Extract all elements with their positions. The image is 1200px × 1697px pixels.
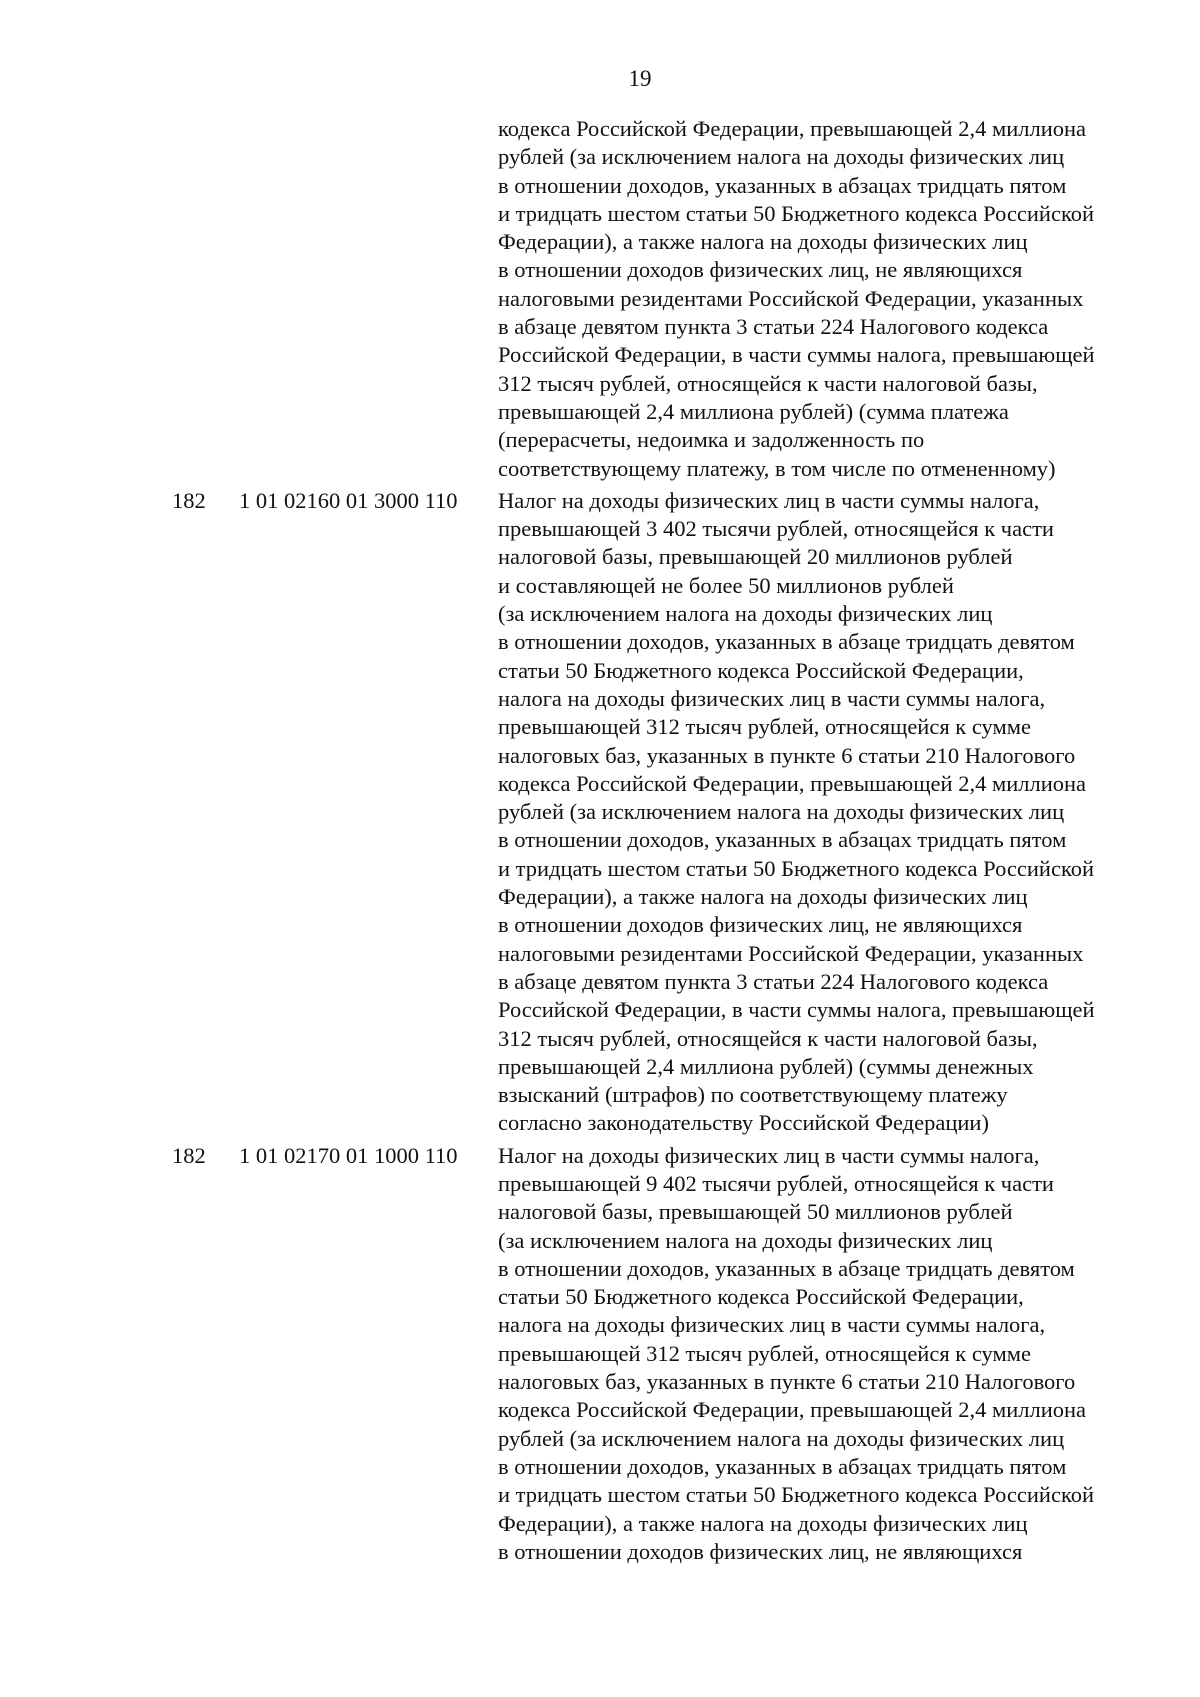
- administrator-code: 182: [172, 1142, 206, 1168]
- budget-classification-code-cell: [239, 1142, 489, 1170]
- description-line: Российской Федерации, в части суммы налога, превышающей: [498, 997, 1095, 1023]
- description-line: в отношении доходов физических лиц, не являющихся: [498, 257, 1023, 283]
- description-line: налоговых баз, указанных в пункте 6 статьи 210 Налогового: [498, 1369, 1076, 1395]
- description-line: превышающей 312 тысяч рублей, относящейся к сумме: [498, 1340, 1031, 1366]
- description-line: в отношении доходов, указанных в абзацах тридцать пятом: [498, 1453, 1067, 1479]
- table-row: [0, 1142, 1200, 1566]
- description-line: налога на доходы физических лиц в части суммы налога,: [498, 1312, 1046, 1338]
- description-line: (за исключением налога на доходы физических лиц: [498, 601, 993, 627]
- description-cell: [498, 1142, 1118, 1566]
- description-line: в отношении доходов, указанных в абзацах тридцать пятом: [498, 172, 1067, 198]
- description-line: в отношении доходов физических лиц, не являющихся: [498, 1538, 1023, 1564]
- page-number: 19: [628, 66, 652, 91]
- budget-classification-code: 1 01 02160 01 3000 110: [239, 487, 458, 513]
- description-line: Налог на доходы физических лиц в части суммы налога,: [498, 1142, 1040, 1168]
- table-row: [0, 487, 1200, 1138]
- description-line: рублей (за исключением налога на доходы физических лиц: [498, 799, 1065, 825]
- description-line: и составляющей не более 50 миллионов рублей: [498, 572, 954, 598]
- description-line: налоговыми резидентами Российской Федерации, указанных: [498, 940, 1084, 966]
- budget-codes-table: [0, 115, 1200, 1566]
- description-cell: [498, 115, 1118, 483]
- administrator-code: 182: [172, 487, 206, 513]
- description-line: и тридцать шестом статьи 50 Бюджетного кодекса Российской: [498, 855, 1095, 881]
- description-line: взысканий (штрафов) по соответствующему платежу: [498, 1082, 1008, 1108]
- description-line: в отношении доходов физических лиц, не являющихся: [498, 912, 1023, 938]
- description-line: налога на доходы физических лиц в части суммы налога,: [498, 685, 1046, 711]
- description-line: в отношении доходов, указанных в абзаце тридцать девятом: [498, 629, 1075, 655]
- description-line: Федерации), а также налога на доходы физических лиц: [498, 884, 1028, 910]
- description-line: превышающей 9 402 тысячи рублей, относящейся к части: [498, 1170, 1054, 1196]
- description-line: и тридцать шестом статьи 50 Бюджетного кодекса Российской: [498, 1482, 1095, 1508]
- description-line: Налог на доходы физических лиц в части суммы налога,: [498, 487, 1040, 513]
- table-row-continuation: [0, 115, 1200, 483]
- description-line: превышающей 312 тысяч рублей, относящейся к сумме: [498, 714, 1031, 740]
- description-line: кодекса Российской Федерации, превышающей 2,4 миллиона: [498, 116, 1087, 141]
- description-line: налоговой базы, превышающей 20 миллионов рублей: [498, 544, 1013, 570]
- description-cell: [498, 487, 1118, 1138]
- administrator-code-cell: [172, 1142, 232, 1170]
- description-line: статьи 50 Бюджетного кодекса Российской Федерации,: [498, 1284, 1024, 1310]
- budget-classification-code-cell: [239, 487, 489, 515]
- description-line: Федерации), а также налога на доходы физических лиц: [498, 1510, 1028, 1536]
- description-line: соответствующему платежу, в том числе по отмененному): [498, 455, 1056, 481]
- description-line: в отношении доходов, указанных в абзаце тридцать девятом: [498, 1255, 1075, 1281]
- description-line: 312 тысяч рублей, относящейся к части налоговой базы,: [498, 370, 1038, 396]
- description-line: кодекса Российской Федерации, превышающей 2,4 миллиона: [498, 1397, 1087, 1423]
- description-line: рублей (за исключением налога на доходы физических лиц: [498, 144, 1065, 170]
- description-line: Российской Федерации, в части суммы налога, превышающей: [498, 342, 1095, 368]
- description-line: рублей (за исключением налога на доходы физических лиц: [498, 1425, 1065, 1451]
- description-line: (за исключением налога на доходы физических лиц: [498, 1227, 993, 1253]
- description-line: в абзаце девятом пункта 3 статьи 224 Налогового кодекса: [498, 314, 1049, 340]
- description-line: превышающей 3 402 тысячи рублей, относящейся к части: [498, 516, 1054, 542]
- budget-classification-code: 1 01 02170 01 1000 110: [239, 1142, 458, 1168]
- description-line: налоговых баз, указанных в пункте 6 статьи 210 Налогового: [498, 742, 1076, 768]
- description-line: Федерации), а также налога на доходы физических лиц: [498, 229, 1028, 255]
- description-line: в отношении доходов, указанных в абзацах тридцать пятом: [498, 827, 1067, 853]
- description-line: в абзаце девятом пункта 3 статьи 224 Налогового кодекса: [498, 968, 1049, 994]
- description-line: налоговыми резидентами Российской Федерации, указанных: [498, 285, 1084, 311]
- description-line: превышающей 2,4 миллиона рублей) (сумма платежа: [498, 398, 1009, 424]
- description-line: 312 тысяч рублей, относящейся к части налоговой базы,: [498, 1025, 1038, 1051]
- description-line: и тридцать шестом статьи 50 Бюджетного кодекса Российской: [498, 200, 1095, 226]
- description-line: (перерасчеты, недоимка и задолженность по: [498, 427, 925, 453]
- administrator-code-cell: [172, 487, 232, 515]
- description-line: согласно законодательству Российской Федерации): [498, 1110, 989, 1136]
- description-line: статьи 50 Бюджетного кодекса Российской Федерации,: [498, 657, 1024, 683]
- description-line: превышающей 2,4 миллиона рублей) (суммы денежных: [498, 1053, 1034, 1079]
- description-line: кодекса Российской Федерации, превышающей 2,4 миллиона: [498, 770, 1087, 796]
- description-line: налоговой базы, превышающей 50 миллионов рублей: [498, 1199, 1013, 1225]
